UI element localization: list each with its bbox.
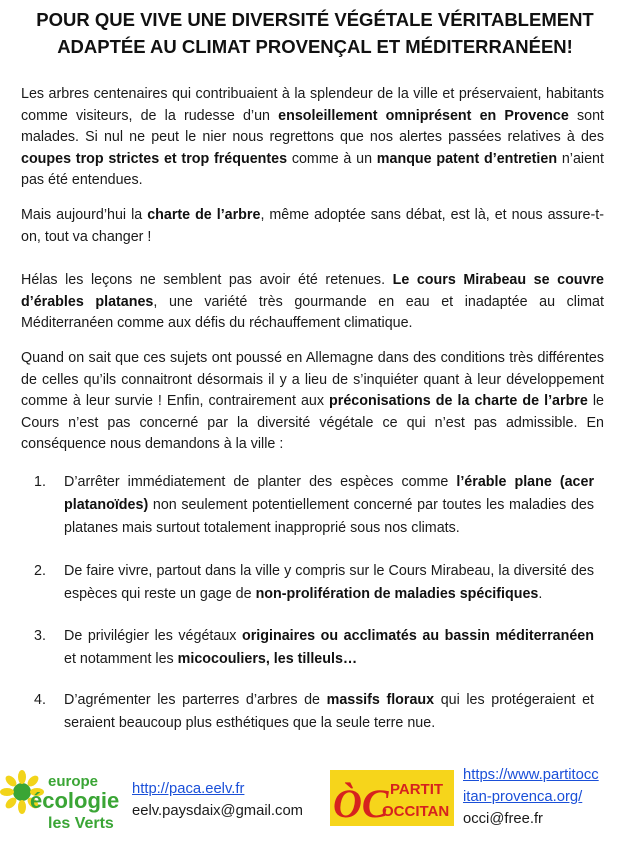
body-text: D’arrêter immédiatement de planter des espèces comme: [64, 474, 457, 490]
body-text: D’agrémenter les parterres d’arbres de: [64, 692, 327, 708]
title-line-2: ADAPTÉE AU CLIMAT PROVENÇAL ET MÉDITERRANÉEN!: [57, 36, 573, 57]
eelv-contact: [132, 778, 303, 822]
demand-item: [34, 689, 594, 735]
demand-item: [34, 560, 594, 606]
body-text: qui les protégeraient et seraient beaucoup plus esthétiques que la seule terre nue.: [64, 692, 595, 731]
body-text: Hélas les leçons ne semblent pas avoir été retenues.: [21, 272, 393, 288]
demand-text: [64, 560, 594, 606]
demand-text: [64, 689, 594, 735]
emphasis-text: originaires ou acclimatés au bassin méditerranéen: [242, 628, 594, 644]
po-logo-partit: PARTIT: [390, 781, 444, 798]
emphasis-text: préconisations de la charte de l’arbre: [329, 393, 588, 410]
eelv-logo: [0, 758, 130, 838]
emphasis-text: manque patent d’entretien: [376, 150, 558, 167]
demand-number: 1.: [34, 474, 46, 490]
body-text: et notamment les: [64, 651, 178, 667]
emphasis-text: ensoleillement omniprésent en Provence: [278, 107, 569, 124]
body-text: , une variété très gourmande en eau et inadaptée au climat Méditerranéen comme aux défis du réchauffement climatique.: [21, 293, 604, 332]
partit-occitan-logo: [330, 770, 454, 826]
body-text: le Cours n’est pas concerné par la diversité végétale ce qui n’est pas admissible. En conséquence nous demandons à la ville :: [21, 393, 604, 453]
emphasis-text: non-prolifération de maladies spécifiques: [255, 586, 539, 602]
body-text: Mais aujourd’hui la: [21, 207, 148, 223]
body-text: Les arbres centenaires qui contribuaient à la splendeur de la ville et préservaient, habitants comme visiteurs, de la rudesse d’un: [21, 86, 604, 124]
emphasis-text: coupes trop strictes et trop fréquentes: [21, 150, 288, 167]
emphasis-text: micocouliers, les tilleuls…: [177, 651, 358, 667]
eelv-logo-ecologie: écologie: [30, 788, 120, 813]
demand-item: [34, 471, 594, 540]
po-logo-mark: ÒC: [333, 781, 389, 826]
page-title: [20, 6, 610, 60]
eelv-email: eelv.paysdaix@gmail.com: [132, 803, 304, 819]
emphasis-text: massifs floraux: [326, 692, 435, 708]
body-text: De faire vivre, partout dans la ville y compris sur le Cours Mirabeau, la diversité des espèces qui reste un gage de: [64, 563, 594, 602]
body-text: sont malades. Si nul ne peut le nier nous regrettons que nos alertes passées relatives à des: [21, 107, 604, 146]
demand-text: [64, 471, 594, 540]
paragraph-charte: [21, 205, 604, 248]
demand-number: 2.: [34, 563, 46, 579]
demand-number: 3.: [34, 628, 46, 644]
body-text: non seulement potentiellement concerné par toutes les maladies des platanes mais surtout totalement inapproprié sous nos climats.: [64, 497, 594, 536]
body-text: Quand on sait que ces sujets ont poussé en Allemagne dans des conditions très différentes de celles qu’ils connaitront désormais il y a lieu de s’inquiéter quant à leur développement comme à leur survie ! Enfin, contrairement aux: [21, 350, 604, 410]
paragraph-intro: [21, 84, 604, 192]
body-text: De privilégier les végétaux: [64, 628, 242, 644]
po-url-line-1: https://www.partitocc: [463, 767, 599, 783]
paragraph-mirabeau: [21, 270, 604, 335]
paragraph-allemagne: [21, 348, 604, 456]
po-email: occi@free.fr: [463, 811, 543, 827]
eelv-website-link[interactable]: http://paca.eelv.fr: [132, 781, 245, 797]
emphasis-text: l’érable plane (acer platanoïdes): [64, 474, 595, 513]
eelv-logo-les-verts: les Verts: [48, 815, 114, 832]
po-contact: [463, 764, 628, 830]
body-text: comme à un: [287, 150, 377, 167]
po-logo-occitan: OCCITAN: [382, 803, 450, 820]
demand-text: [64, 625, 594, 671]
po-website-link[interactable]: [463, 764, 628, 808]
emphasis-text: charte de l’arbre: [147, 207, 261, 223]
body-text: n’aient pas été entendues.: [21, 150, 604, 189]
demand-item: [34, 625, 594, 671]
eelv-logo-europe: europe: [48, 773, 99, 790]
title-line-1: POUR QUE VIVE UNE DIVERSITÉ VÉGÉTALE VÉRITABLEMENT: [36, 9, 594, 30]
emphasis-text: Le cours Mirabeau se couvre d’érables platanes: [21, 272, 605, 310]
demand-number: 4.: [34, 692, 46, 708]
body-text: , même adoptée sans débat, est là, et nous assure-t-on, tout va changer !: [21, 207, 605, 245]
po-url-line-2: itan-provenca.org/: [463, 789, 583, 805]
body-text: .: [538, 586, 543, 602]
